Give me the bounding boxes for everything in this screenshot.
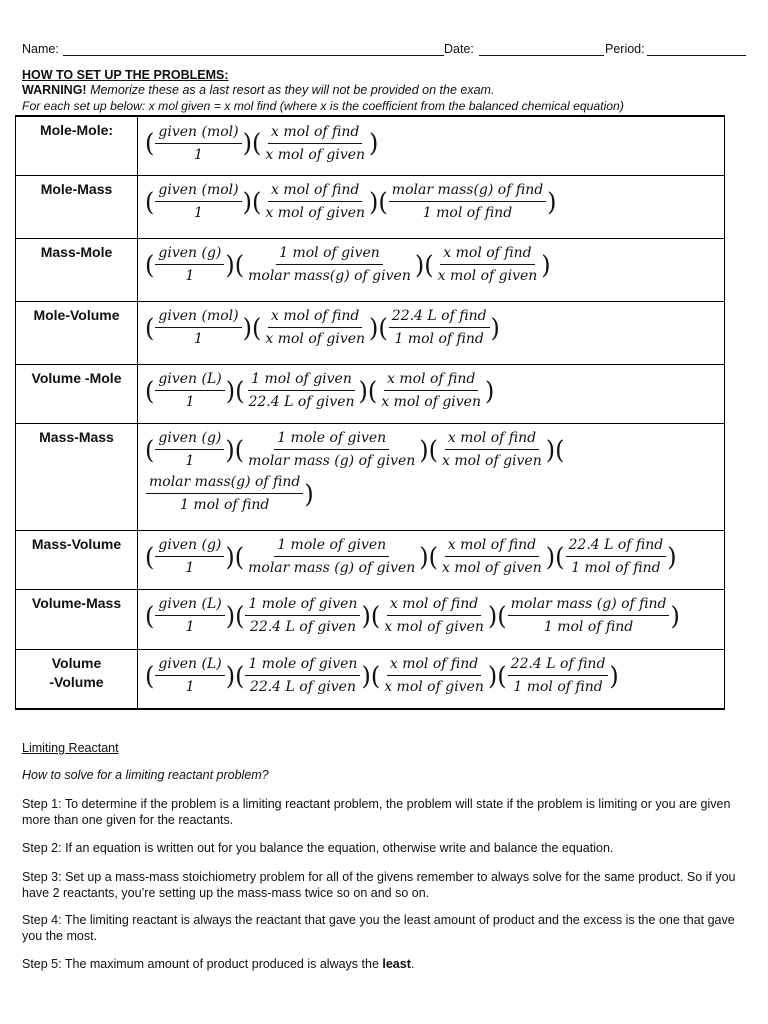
fraction — [245, 595, 360, 636]
setup-line — [145, 369, 724, 413]
open-paren: ( — [145, 434, 155, 465]
close-paren: ) — [487, 660, 498, 691]
denominator: x mol of given — [384, 679, 484, 695]
open-paren: ( — [145, 600, 155, 631]
open-paren: ( — [370, 600, 381, 631]
conversion-setup — [138, 589, 725, 649]
fraction — [245, 370, 357, 411]
close-paren: ) — [547, 186, 557, 217]
numerator: given (mol) — [155, 307, 241, 328]
open-paren: ( — [235, 660, 245, 691]
limiting-reactant-title: Limiting Reactant — [22, 741, 119, 755]
conversion-label-text: Mass-Mole — [40, 243, 113, 260]
denominator: 1 mol of find — [513, 679, 603, 695]
denominator: 1 — [185, 394, 195, 410]
fraction — [381, 595, 487, 636]
open-paren: ( — [234, 434, 245, 465]
open-paren: ( — [145, 186, 155, 217]
fraction — [508, 595, 670, 636]
conversion-row — [16, 116, 725, 175]
close-paren: ) — [609, 660, 619, 691]
fraction — [439, 536, 545, 577]
date-blank — [479, 41, 604, 56]
denominator: molar mass(g) of given — [248, 268, 411, 284]
close-paren: ) — [358, 375, 368, 406]
fraction — [155, 123, 241, 164]
close-paren: ) — [225, 660, 236, 691]
step-text — [22, 796, 752, 828]
numerator: x mol of find — [268, 307, 362, 328]
open-paren: ( — [234, 249, 245, 280]
conversion-label-text: Volume — [51, 654, 102, 671]
close-paren: ) — [414, 249, 425, 280]
fraction — [389, 181, 546, 222]
open-paren: ( — [145, 128, 155, 158]
numerator: molar mass(g) of find — [146, 473, 303, 494]
conversion-label-text: -Volume — [49, 673, 104, 690]
close-paren: ) — [304, 478, 314, 509]
denominator: x mol of given — [265, 146, 366, 163]
close-paren: ) — [541, 249, 551, 280]
conversion-label — [16, 589, 138, 649]
close-paren: ) — [667, 541, 677, 572]
numerator: x mol of find — [268, 123, 362, 144]
conversion-setup — [138, 364, 725, 423]
warning-text: Memorize these as a last resort as they will not be provided on the exam. — [90, 83, 495, 97]
denominator: molar mass (g) of given — [248, 560, 416, 576]
conversion-setup — [138, 649, 725, 709]
conversion-setup — [138, 530, 725, 589]
numerator: x mol of find — [440, 244, 534, 265]
fraction — [262, 181, 368, 222]
denominator: x mol of given — [442, 453, 542, 469]
numerator: x mol of find — [387, 595, 481, 616]
conversion-label — [16, 649, 138, 709]
setup-line — [145, 654, 724, 698]
step-end: . — [410, 957, 415, 971]
close-paren: ) — [545, 434, 556, 465]
numerator: 22.4 L of find — [566, 536, 667, 557]
close-paren: ) — [369, 186, 379, 217]
fraction — [262, 123, 368, 164]
close-paren: ) — [670, 600, 680, 631]
close-paren: ) — [490, 312, 500, 343]
conversion-setup — [138, 301, 725, 364]
open-paren: ( — [428, 434, 439, 465]
period-label: Period: — [605, 42, 645, 56]
numerator: given (g) — [155, 536, 224, 557]
setup-instruction: For each set up below: x mol given = x mol find (where x is the coefficient from the balanced chemical equation) — [22, 99, 624, 113]
conversion-row — [16, 301, 725, 364]
denominator: 1 — [185, 560, 195, 576]
conversion-row — [16, 589, 725, 649]
denominator: 1 mol of find — [422, 205, 513, 221]
denominator: 22.4 L of given — [248, 394, 355, 410]
close-paren: ) — [369, 312, 379, 343]
open-paren: ( — [145, 249, 155, 280]
close-paren: ) — [361, 660, 371, 691]
denominator: x mol of given — [442, 560, 542, 576]
conversion-label — [16, 116, 138, 175]
setup-line — [145, 594, 724, 638]
open-paren: ( — [251, 312, 262, 343]
period-blank — [647, 41, 746, 56]
conversion-label — [16, 301, 138, 364]
fraction — [508, 655, 609, 696]
close-paren: ) — [419, 434, 429, 465]
denominator: 1 — [194, 146, 203, 163]
numerator: given (L) — [155, 595, 224, 616]
close-paren: ) — [485, 375, 495, 406]
numerator: x mol of find — [268, 181, 362, 202]
denominator: x mol of given — [384, 619, 484, 635]
conversion-label — [16, 530, 138, 589]
close-paren: ) — [419, 541, 429, 572]
close-paren: ) — [225, 434, 235, 465]
open-paren: ( — [378, 312, 388, 343]
step-body: Step 5: The maximum amount of product produced is always the — [22, 957, 383, 971]
numerator: 1 mol of given — [276, 244, 383, 265]
numerator: 1 mole of given — [245, 595, 360, 616]
conversion-label-text: Mole-Mole: — [39, 122, 114, 138]
fraction — [155, 370, 224, 411]
open-paren: ( — [367, 375, 378, 406]
open-paren: ( — [145, 375, 155, 406]
open-paren: ( — [378, 186, 388, 217]
setup-line — [145, 306, 724, 350]
conversion-setup — [138, 175, 725, 238]
open-paren: ( — [145, 312, 155, 343]
numerator: x mol of find — [387, 655, 481, 676]
denominator: x mol of given — [381, 394, 481, 410]
denominator: 22.4 L of given — [249, 619, 356, 635]
close-paren: ) — [242, 312, 252, 343]
fraction — [435, 244, 541, 285]
close-paren: ) — [242, 128, 252, 158]
conversion-row — [16, 175, 725, 238]
name-label: Name: — [22, 42, 59, 56]
fraction — [262, 307, 368, 348]
fraction — [155, 244, 224, 285]
denominator: 1 mol of find — [543, 619, 634, 635]
numerator: x mol of find — [445, 536, 539, 557]
close-paren: ) — [361, 600, 371, 631]
limiting-reactant-question: How to solve for a limiting reactant problem? — [22, 768, 269, 782]
open-paren: ( — [235, 375, 245, 406]
close-paren: ) — [225, 541, 235, 572]
setup-line — [145, 428, 724, 472]
numerator: molar mass(g) of find — [389, 181, 546, 202]
step-body: Step 3: Set up a mass-mass stoichiometry problem for all of the givens remember to always solve for the same product. So if you have 2 reactants, you’re setting up the mass-mass twice so on and so on. — [22, 870, 736, 900]
close-paren: ) — [225, 375, 236, 406]
open-paren: ( — [251, 128, 262, 158]
fraction — [245, 244, 414, 285]
open-paren: ( — [555, 541, 565, 572]
setup-line — [145, 243, 724, 287]
header-fields — [22, 40, 746, 56]
numerator: 22.4 L of find — [389, 307, 490, 328]
conversion-label-text: Mole-Volume — [33, 306, 120, 323]
conversion-label — [16, 175, 138, 238]
close-paren: ) — [369, 128, 379, 158]
step-body: Step 4: The limiting reactant is always the reactant that gave you the least amount of product and the excess is the one that gave you the most. — [22, 913, 735, 943]
denominator: x mol of given — [265, 331, 366, 347]
setup-line — [145, 121, 724, 165]
conversion-row — [16, 423, 725, 530]
denominator: molar mass (g) of given — [248, 453, 416, 469]
step-emphasis: least — [382, 957, 411, 971]
denominator: x mol of given — [437, 268, 538, 284]
close-paren: ) — [545, 541, 556, 572]
denominator: x mol of given — [265, 205, 366, 221]
close-paren: ) — [225, 249, 235, 280]
denominator: 1 — [194, 331, 203, 347]
denominator: 1 — [185, 268, 195, 284]
denominator: 1 — [185, 679, 195, 695]
step-text — [22, 869, 752, 901]
numerator: given (L) — [155, 370, 224, 391]
step-body: Step 2: If an equation is written out for you balance the equation, otherwise write and balance the equation. — [22, 841, 614, 855]
fraction — [155, 536, 224, 577]
conversion-label-text: Mole-Mass — [40, 180, 113, 197]
step-text — [22, 956, 752, 972]
setup-line — [145, 535, 724, 579]
conversion-row — [16, 364, 725, 423]
warning-note — [22, 83, 494, 97]
denominator: 1 mol of find — [571, 560, 661, 576]
numerator: 1 mole of given — [274, 536, 389, 557]
step-body: Step 1: To determine if the problem is a limiting reactant problem, the problem will state if the problem is limiting or you are given more than one given for the reactants. — [22, 797, 731, 827]
numerator: molar mass (g) of find — [508, 595, 670, 616]
open-paren: ( — [370, 660, 381, 691]
numerator: 22.4 L of find — [508, 655, 609, 676]
fraction — [155, 307, 241, 348]
open-paren: ( — [251, 186, 262, 217]
open-paren: ( — [234, 541, 245, 572]
conversion-setup — [138, 423, 725, 530]
open-paren: ( — [145, 541, 155, 572]
open-paren: ( — [497, 660, 507, 691]
conversion-label — [16, 423, 138, 530]
conversion-label — [16, 364, 138, 423]
fraction — [155, 595, 224, 636]
numerator: given (g) — [155, 244, 224, 265]
conversion-label — [16, 238, 138, 301]
fraction — [389, 307, 490, 348]
fraction — [439, 429, 545, 470]
numerator: given (g) — [155, 429, 224, 450]
conversion-label-text: Volume-Mass — [31, 594, 122, 611]
conversion-table — [15, 115, 725, 710]
open-paren: ( — [145, 660, 155, 691]
conversion-setup — [138, 116, 725, 175]
conversion-label-text: Mass-Mass — [39, 428, 114, 445]
close-paren: ) — [225, 600, 236, 631]
denominator: 1 — [185, 453, 195, 469]
step-text — [22, 912, 752, 944]
denominator: 1 mol of find — [180, 497, 270, 513]
warning-label: WARNING! — [22, 83, 87, 97]
denominator: 1 — [194, 205, 203, 221]
denominator: 22.4 L of given — [249, 679, 356, 695]
conversion-label-text: Volume -Mole — [31, 369, 122, 386]
conversion-label-text: Mass-Volume — [31, 535, 122, 552]
name-blank — [63, 41, 444, 56]
setup-line — [145, 472, 724, 516]
numerator: x mol of find — [445, 429, 539, 450]
fraction — [146, 473, 303, 514]
fraction — [245, 429, 418, 470]
fraction — [155, 181, 241, 222]
close-paren: ) — [487, 600, 498, 631]
denominator: 1 mol of find — [394, 331, 484, 347]
open-paren: ( — [555, 434, 565, 465]
setup-title: HOW TO SET UP THE PROBLEMS: — [22, 68, 229, 82]
open-paren: ( — [235, 600, 245, 631]
fraction — [245, 655, 360, 696]
close-paren: ) — [242, 186, 252, 217]
fraction — [155, 429, 224, 470]
numerator: 1 mol of given — [248, 370, 355, 391]
open-paren: ( — [428, 541, 439, 572]
conversion-row — [16, 238, 725, 301]
fraction — [378, 370, 484, 411]
numerator: 1 mole of given — [274, 429, 389, 450]
fraction — [381, 655, 487, 696]
fraction — [155, 655, 224, 696]
numerator: 1 mole of given — [245, 655, 360, 676]
denominator: 1 — [185, 619, 195, 635]
setup-line — [145, 180, 724, 224]
conversion-row — [16, 649, 725, 709]
conversion-row — [16, 530, 725, 589]
numerator: x mol of find — [384, 370, 478, 391]
fraction — [245, 536, 418, 577]
numerator: given (mol) — [155, 123, 241, 144]
numerator: given (mol) — [155, 181, 241, 202]
open-paren: ( — [497, 600, 507, 631]
conversion-setup — [138, 238, 725, 301]
open-paren: ( — [424, 249, 434, 280]
date-label: Date: — [444, 42, 474, 56]
step-text — [22, 840, 752, 856]
numerator: given (L) — [155, 655, 224, 676]
fraction — [566, 536, 667, 577]
